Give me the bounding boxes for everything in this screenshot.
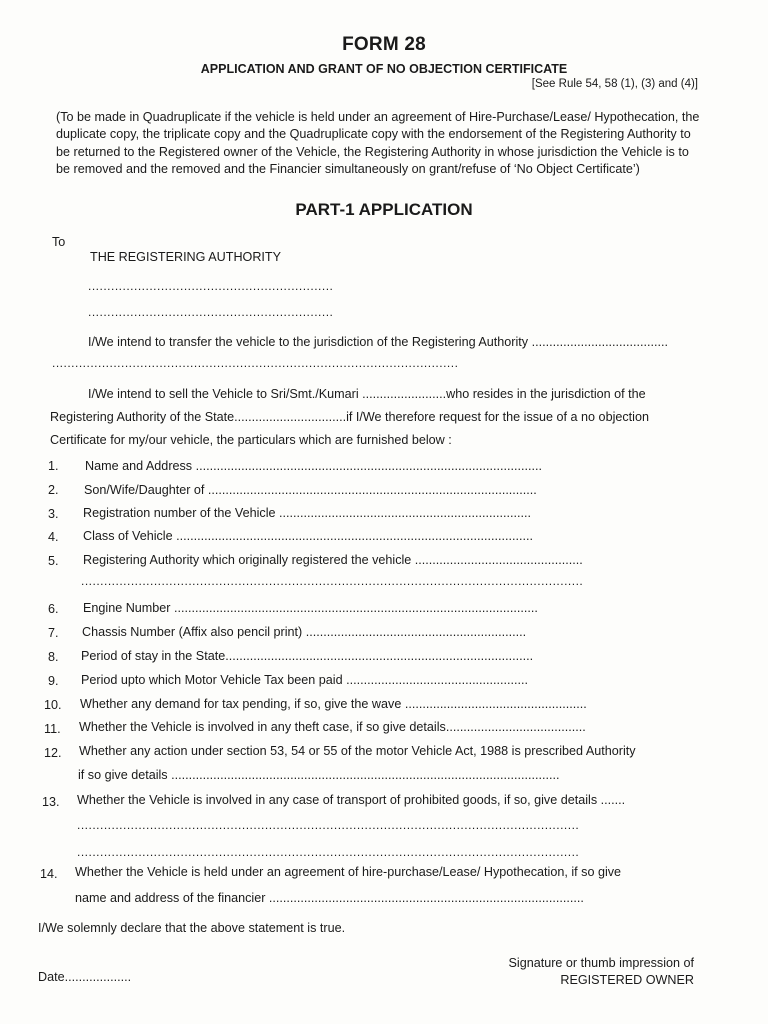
part-heading: PART-1 APPLICATION xyxy=(295,200,473,219)
address-dots-line[interactable]: ................................................................ xyxy=(88,305,334,319)
form-title: FORM 28 xyxy=(342,34,426,55)
item-chassis-number[interactable]: Chassis Number (Affix also pencil print) ............................................................... xyxy=(82,625,527,639)
sale-statement-line: I/We intend to sell the Vehicle to Sri/Smt./Kumari ........................who resides in the jurisdiction of the xyxy=(88,387,646,401)
item-engine-number[interactable]: Engine Number ........................................................................................................ xyxy=(83,601,538,615)
item-number: 14. xyxy=(40,867,58,881)
item-name-address[interactable]: Name and Address ................................................................................................... xyxy=(85,459,543,473)
item-number: 7. xyxy=(48,626,59,640)
item-number: 2. xyxy=(48,483,59,497)
address-dots-line[interactable]: ................................................................ xyxy=(88,279,334,293)
to-label: To xyxy=(52,235,66,249)
item-original-authority[interactable]: Registering Authority which originally registered the vehicle ................................................ xyxy=(83,553,583,567)
item-continuation-dots[interactable]: ................................................................................................................................... xyxy=(77,818,580,832)
item-continuation-dots[interactable]: ................................................................................................................................... xyxy=(77,845,580,859)
item-legal-action: Whether any action under section 53, 54 or 55 of the motor Vehicle Act, 1988 is prescribed Authority xyxy=(79,744,636,758)
item-relation[interactable]: Son/Wife/Daughter of .............................................................................................. xyxy=(84,483,537,497)
item-theft-case[interactable]: Whether the Vehicle is involved in any theft case, if so give details........................................ xyxy=(79,720,586,734)
item-number: 9. xyxy=(48,674,59,688)
item-continuation-dots[interactable]: ................................................................................................................................... xyxy=(81,574,584,588)
item-vehicle-class[interactable]: Class of Vehicle ...................................................................................................... xyxy=(83,529,533,543)
item-financier-details[interactable]: name and address of the financier .......................................................................................... xyxy=(75,891,584,905)
item-number: 4. xyxy=(48,530,59,544)
sale-statement-line: Certificate for my/our vehicle, the particulars which are furnished below : xyxy=(50,433,452,447)
transfer-statement: I/We intend to transfer the vehicle to the jurisdiction of the Registering Authority ....................................... xyxy=(88,335,669,349)
item-registration-number[interactable]: Registration number of the Vehicle ........................................................................ xyxy=(83,506,531,520)
item-number: 5. xyxy=(48,554,59,568)
rule-reference: [See Rule 54, 58 (1), (3) and (4)] xyxy=(531,78,698,90)
item-number: 8. xyxy=(48,650,59,664)
item-stay-period[interactable]: Period of stay in the State........................................................................................ xyxy=(81,649,534,663)
item-tax-paid-period[interactable]: Period upto which Motor Vehicle Tax been paid .................................................... xyxy=(81,673,529,687)
signature-owner-label[interactable]: REGISTERED OWNER xyxy=(560,973,694,987)
item-tax-demand[interactable]: Whether any demand for tax pending, if so, give the wave .................................................... xyxy=(80,697,587,711)
item-number: 12. xyxy=(44,746,62,760)
intro-paragraph: (To be made in Quadruplicate if the vehicle is held under an agreement of Hire-Purchase/Lease/ Hypothecation, the duplicate copy, the triplicate copy and the Quadruplicate copy with the endorsement of the Registering Authority to be returned to the Registered owner of the Vehicle, the Registering Authority in whose jurisdiction the Vehicle is to be removed and the removed and the Financier simultaneously on grant/refuse of ‘No Object Certificate’) xyxy=(56,110,700,176)
declaration-text: I/We solemnly declare that the above statement is true. xyxy=(38,921,346,935)
date-field[interactable]: Date................... xyxy=(38,970,132,984)
transfer-dots-line[interactable]: .......................................................................................................... xyxy=(52,356,459,370)
item-prohibited-goods[interactable]: Whether the Vehicle is involved in any case of transport of prohibited goods, if so, give details ....... xyxy=(77,793,626,807)
item-number: 6. xyxy=(48,602,59,616)
authority-label: THE REGISTERING AUTHORITY xyxy=(90,250,282,264)
item-number: 3. xyxy=(48,507,59,521)
item-number: 11. xyxy=(44,722,61,736)
item-hire-purchase: Whether the Vehicle is held under an agreement of hire-purchase/Lease/ Hypothecation, if so give xyxy=(75,865,622,879)
item-number: 10. xyxy=(44,698,62,712)
sale-statement-line: Registering Authority of the State................................if I/We therefore request for the issue of a no objection xyxy=(50,410,649,424)
item-legal-action-details[interactable]: if so give details ............................................................................................................... xyxy=(78,768,560,782)
item-number: 13. xyxy=(42,795,60,809)
signature-caption: Signature or thumb impression of xyxy=(508,956,694,970)
item-number: 1. xyxy=(48,459,59,473)
form-subtitle: APPLICATION AND GRANT OF NO OBJECTION CERTIFICATE xyxy=(200,62,568,76)
